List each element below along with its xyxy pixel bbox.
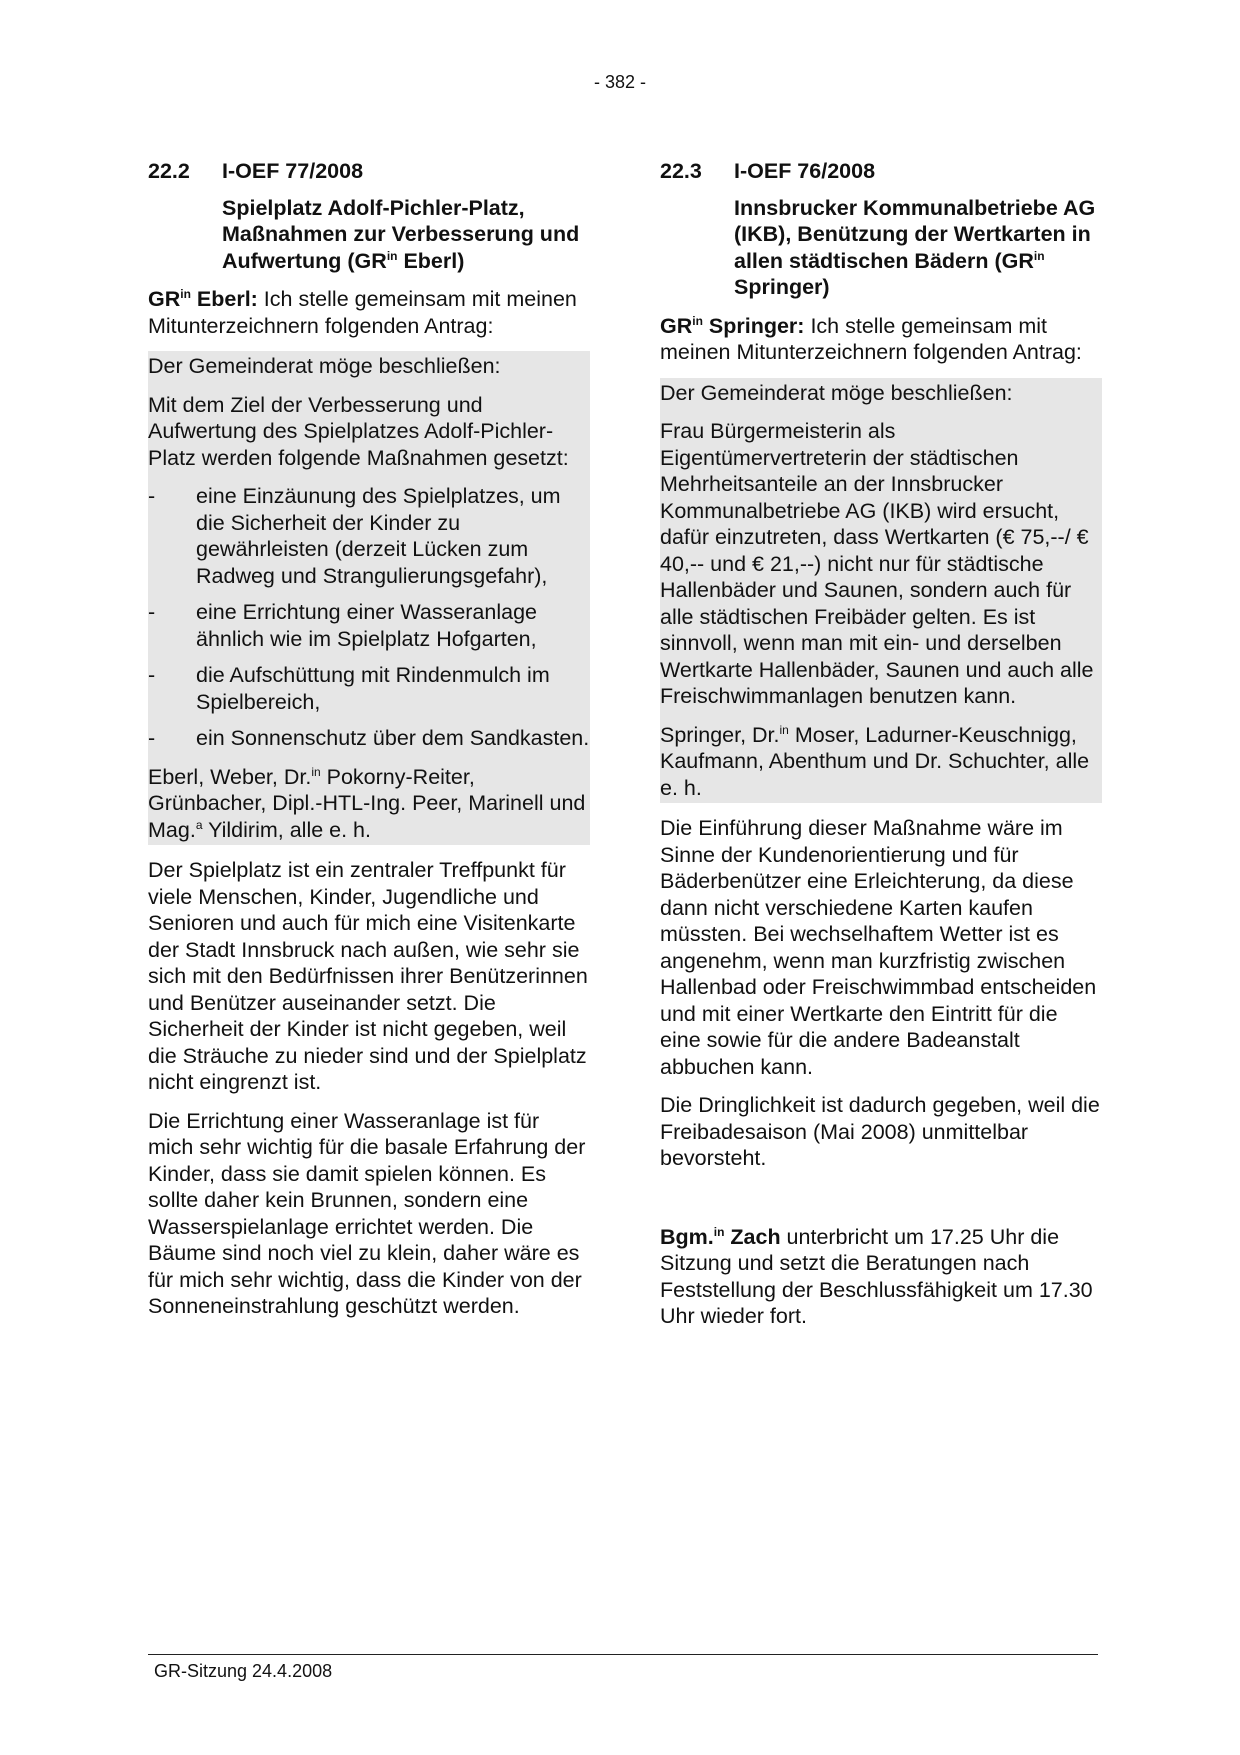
dash-marker: - [148, 663, 156, 687]
section-title [222, 195, 590, 275]
intro-text: Ich stelle gemeinsam mit meinen Mitunterzeichnern folgenden Antrag: [660, 313, 1082, 364]
list-item-text: ein Sonnenschutz über dem Sandkasten. [196, 726, 590, 750]
signers [660, 722, 1102, 802]
speaker-superscript: in [180, 286, 191, 301]
measure-list [148, 483, 590, 752]
signers-text: Springer, Dr. [660, 722, 780, 747]
closing-text: unterbricht um 17.25 Uhr die Sitzung und setzt die Beratungen nach Feststellung der Beschlussfähigkeit um 17.30 Uhr wieder fort. [660, 1224, 1093, 1328]
footer-divider [148, 1654, 1098, 1655]
intro-text: Ich stelle gemeinsam mit meinen Mitunterzeichnern folgenden Antrag: [148, 287, 577, 338]
speaker-title: GR [660, 313, 693, 338]
signers-superscript: in [779, 722, 789, 737]
dash-marker: - [148, 484, 156, 508]
left-column [148, 158, 590, 1332]
section-code: I-OEF 76/2008 [734, 159, 876, 183]
signers-text: Moser, Ladurner-Keuschnigg, Kaufmann, Abenthum und Dr. Schuchter, alle e. h. [660, 722, 1090, 800]
body-paragraph: Der Spielplatz ist ein zentraler Treffpunkt für viele Menschen, Kinder, Jugendliche und Senioren und auch für mich eine Visitenkarte der Stadt Innsbruck nach außen, wie sehr sie sich mit den Bedürfnissen ihrer Benützerinnen und Benützer auseinander setzt. Die Sicherheit der Kinder ist nicht gegeben, weil die Sträuche zu nieder sind und der Spielplatz nicht eingrenzt ist. [148, 858, 588, 1094]
closing-speaker-name: Zach [724, 1224, 781, 1249]
list-item-text: eine Errichtung einer Wasseranlage ähnlich wie im Spielplatz Hofgarten, [196, 600, 537, 651]
signers [148, 764, 590, 844]
section-code: I-OEF 77/2008 [222, 159, 364, 183]
spacer [660, 1184, 1102, 1224]
signers-superscript: a [195, 817, 203, 832]
speaker-superscript: in [692, 313, 703, 328]
speaker-title: GR [148, 287, 181, 311]
signers-text: Eberl, Weber, Dr. [148, 764, 312, 789]
body-paragraph: Die Einführung dieser Maßnahme wäre im Sinne der Kundenorientierung und für Bäderbenützer eine Erleichterung, da diese dann nicht verschiedene Karten kaufen müssten. Bei wechselhaftem Wetter ist es angenehm, wenn man kurzfristig zwischen Hallenbad oder Freischwimmbad entscheiden und mit einer Wertkarte den Eintritt für die eine sowie für die andere Badeanstalt abbuchen kann. [660, 816, 1097, 1079]
section-title [734, 195, 1102, 301]
list-item-text: die Aufschüttung mit Rindenmulch im Spielbereich, [196, 663, 550, 714]
closing-superscript: in [713, 1224, 725, 1239]
title-superscript: in [386, 248, 398, 263]
motion-intro [148, 286, 590, 339]
list-item-text: eine Einzäunung des Spielplatzes, um die Sicherheit der Kinder zu gewährleisten (derzeit Lücken zum Radweg und Strangulierungsgefahr), [196, 484, 561, 588]
title-text: Innsbrucker Kommunalbetriebe AG (IKB), Benützung der Wertkarten in allen städtischen Bädern (GR [734, 195, 1096, 273]
closing-speaker-title: Bgm. [660, 1224, 714, 1249]
list-item [148, 599, 590, 652]
section-heading-22-2 [148, 158, 590, 185]
title-text-end: Springer) [734, 275, 830, 299]
section-number: 22.3 [660, 159, 702, 183]
title-text-end: Eberl) [397, 248, 465, 273]
box-paragraph: Frau Bürgermeisterin als Eigentümervertreterin der städtischen Mehrheitsanteile an der Innsbrucker Kommunalbetriebe AG (IKB) wird ersucht, dafür einzutreten, dass Wertkarten (€ 75,--/ € 40,-- und € 21,--) nicht nur für städtische Hallenbäder und Saunen, sondern auch für alle städtischen Freibäder gelten. Es ist sinnvoll, wenn man mit ein- und derselben Wertkarte Hallenbäder, Saunen und auch alle Freischwimmanlagen benutzen kann. [660, 419, 1094, 708]
signers-superscript: in [311, 764, 321, 779]
closing-paragraph [660, 1224, 1102, 1330]
signers-text: Pokorny-Reiter, Grünbacher, Dipl.-HTL-Ing. Peer, Marinell und Mag. [148, 764, 586, 842]
list-item [148, 662, 590, 715]
speaker-name: Springer: [702, 313, 805, 338]
section-number: 22.2 [148, 159, 190, 183]
motion-box [148, 351, 590, 845]
title-text: Spielplatz Adolf-Pichler-Platz, Maßnahmen zur Verbesserung und Aufwertung (GR [222, 195, 580, 273]
motion-box [660, 378, 1102, 804]
dash-marker: - [148, 600, 156, 624]
section-heading-22-3 [660, 158, 1102, 185]
speaker-name: Eberl: [190, 287, 258, 311]
body-paragraph: Die Dringlichkeit ist dadurch gegeben, weil die Freibadesaison (Mai 2008) unmittelbar bevorsteht. [660, 1093, 1100, 1170]
page-number: - 382 - [593, 72, 647, 92]
box-heading: Der Gemeinderat möge beschließen: [660, 380, 1013, 405]
box-paragraph: Mit dem Ziel der Verbesserung und Aufwertung des Spielplatzes Adolf-Pichler-Platz werden folgende Maßnahmen gesetzt: [148, 392, 569, 470]
footer-text: GR-Sitzung 24.4.2008 [154, 1661, 333, 1681]
right-column [660, 158, 1102, 1342]
box-heading: Der Gemeinderat möge beschließen: [148, 354, 501, 378]
motion-intro [660, 313, 1102, 366]
list-item [148, 725, 590, 752]
body-paragraph: Die Errichtung einer Wasseranlage ist für mich sehr wichtig für die basale Erfahrung der Kinder, dass sie damit spielen können. Es sollte daher kein Brunnen, sondern eine Wasserspielanlage errichtet werden. Die Bäume sind noch viel zu klein, daher wäre es für mich sehr wichtig, dass die Kinder von der Sonneneinstrahlung geschützt werden. [148, 1108, 586, 1318]
signers-text: Yildirim, alle e. h. [202, 817, 371, 842]
title-superscript: in [1033, 248, 1045, 263]
list-item [148, 483, 590, 589]
dash-marker: - [148, 726, 156, 750]
